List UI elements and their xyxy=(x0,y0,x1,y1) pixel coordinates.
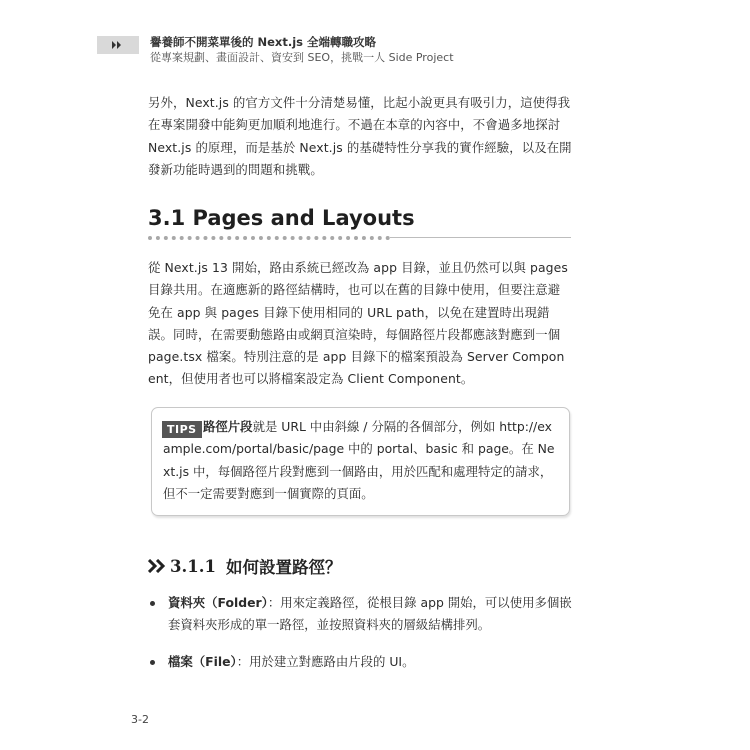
list-item xyxy=(150,592,574,637)
double-chevron-icon xyxy=(112,40,124,50)
book-subtitle: 從專案規劃、畫面設計、資安到 SEO，挑戰一人 Side Project xyxy=(150,51,454,64)
bullet-text: ：用於建立對應路由片段的 UI。 xyxy=(236,653,415,669)
section-paragraph: 從 Next.js 13 開始，路由系統已經改為 app 目錄，並且仍然可以與 pages 目錄共用。在適應新的路徑結構時，也可以在舊的目錄中使用，但要注意避免在 app 與 pages 目錄下使用相同的 URL path，以免在建置時出現錯誤。同時，在需要動態路由或網頁渲染時，每個路徑片段都應該對應到一個 page.tsx 檔案。特別注意的是 app 目錄下的檔案預設為 Server Component，但使用者也可以將檔案設定為 Client Component。 xyxy=(148,260,568,387)
list-item xyxy=(150,651,574,673)
page-number: 3-2 xyxy=(131,713,149,726)
book-title: 譽養師不開菜單後的 Next.js 全端轉職攻略 xyxy=(150,35,377,49)
tips-body: 就是 URL 中由斜線 / 分隔的各個部分，例如 http://example.com/portal/basic/page 中的 portal、basic 和 page。在 Next.js 中，每個路徑片段對應到一個路由，用於匹配和處理特定的請求，但不一定需要對應到一個實際的頁面。 xyxy=(163,419,555,501)
subsection-number: 3.1.1 xyxy=(170,556,216,576)
bullet-icon xyxy=(150,601,155,606)
bullet-term: 檔案（File） xyxy=(168,653,237,669)
header-marker xyxy=(97,36,139,54)
tips-box xyxy=(151,407,570,516)
tips-badge: TIPS xyxy=(162,421,202,438)
tips-text xyxy=(163,416,558,505)
subsection-heading xyxy=(148,554,341,578)
intro-paragraph: 另外，Next.js 的官方文件十分清楚易懂，比起小說更具有吸引力，這使得我在專案開發中能夠更加順利地進行。不過在本章的內容中，不會過多地探討 Next.js 的原理，而是基於 Next.js 的基礎特性分享我的實作經驗，以及在開發新功能時遇到的問題和挑戰。 xyxy=(148,95,572,177)
double-chevron-icon xyxy=(148,559,166,573)
heading-dotted-rule xyxy=(148,236,390,240)
bullet-list xyxy=(150,592,574,687)
bullet-text: ：用來定義路徑，從根目錄 app 開始，可以使用多個嵌套資料夾形成的單一路徑，並按照資料夾的層級結構排列。 xyxy=(168,595,572,633)
section-heading: 3.1 Pages and Layouts xyxy=(148,206,415,230)
tips-term: 路徑片段 xyxy=(203,419,253,434)
running-header xyxy=(0,34,750,66)
bullet-term: 資料夾（Folder） xyxy=(168,595,268,610)
subsection-title: 如何設置路徑？ xyxy=(225,558,342,577)
bullet-icon xyxy=(150,660,155,665)
heading-rule xyxy=(390,237,571,238)
